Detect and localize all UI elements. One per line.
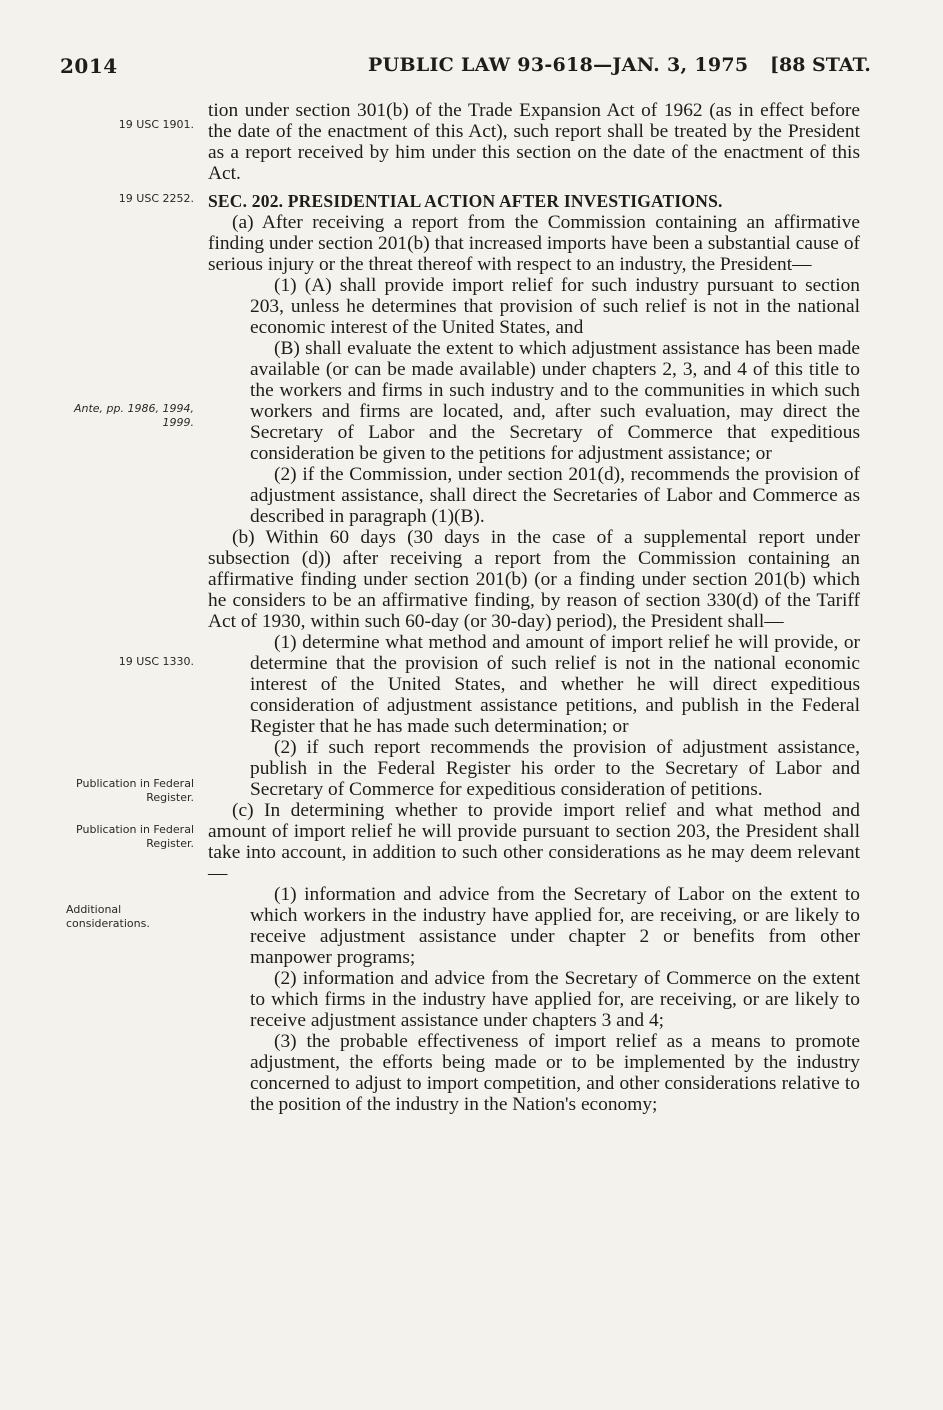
subsection-c-1: (1) information and advice from the Secretary of Labor on the extent to which workers in the industry have applied for, are receiving, or are likely to receive adjustment assistance under chapter 2 or benefits from other manpower programs;	[250, 884, 860, 968]
margin-note-19-usc-2252: 19 USC 2252.	[118, 192, 194, 205]
section-202	[208, 191, 860, 1115]
subsection-b: (b) Within 60 days (30 days in the case of a supplemental report under subsection (d)) after receiving a report from the Commission containing an affirmative finding under section 201(b) (or a finding under section 201(b) which he considers to be an affirmative finding, by reason of section 330(d) of the Tariff Act of 1930, within such 60-day (or 30-day) period), the President shall—	[208, 527, 860, 632]
paragraph-continuation: tion under section 301(b) of the Trade Expansion Act of 1962 (as in effect before the date of the enactment of this Act), such report shall be treated by the President as a report received by him under this section on the date of the enactment of this Act.	[208, 100, 860, 184]
subsection-b-2: (2) if such report recommends the provision of adjustment assistance, publish in the Federal Register his order to the Secretary of Labor and Secretary of Commerce for expeditious consideration of petitions.	[250, 737, 860, 800]
subsection-c-2: (2) information and advice from the Secretary of Commerce on the extent to which firms in the industry have applied for, are receiving, or are likely to receive adjustment assistance under chapters 3 and 4;	[250, 968, 860, 1031]
running-title: PUBLIC LAW 93-618—JAN. 3, 1975	[368, 54, 749, 76]
subsection-a-1-A: (1) (A) shall provide import relief for such industry pursuant to section 203, unless he determines that provision of such relief is not in the national economic interest of the United States, and	[250, 275, 860, 338]
subsection-a: (a) After receiving a report from the Commission containing an affirmative finding under section 201(b) that increased imports have been a substantial cause of serious injury or the threat thereof with respect to an industry, the President—	[208, 212, 860, 275]
subsection-c-3: (3) the probable effectiveness of import relief as a means to promote adjustment, the efforts being made or to be implemented by the industry concerned to adjust to import competition, and other considerations relative to the position of the industry in the Nation's economy;	[250, 1031, 860, 1115]
body-block-continuation	[208, 100, 860, 184]
margin-note-ante-pages: Ante, pp. 1986, 1994, 1999.	[73, 402, 194, 429]
margin-note-19-usc-1901: 19 USC 1901.	[118, 118, 194, 131]
margin-note-publication-federal-register-2: Publication in Federal Register.	[76, 823, 194, 850]
margin-note-19-usc-1330: 19 USC 1330.	[118, 655, 194, 668]
subsection-a-2: (2) if the Commission, under section 201(d), recommends the provision of adjustment assistance, shall direct the Secretaries of Labor and Commerce as described in paragraph (1)(B).	[250, 464, 860, 527]
statute-reference: [88 STAT.	[770, 54, 871, 76]
page-number: 2014	[60, 54, 118, 78]
subsection-a-1-B: (B) shall evaluate the extent to which adjustment assistance has been made available (or can be made available) under chapters 2, 3, and 4 of this title to the workers and firms in such industry and to the communities in which such workers and firms are located, and, after such evaluation, may direct the Secretary of Labor and the Secretary of Commerce that expeditious consideration be given to the petitions for adjustment assistance; or	[250, 338, 860, 464]
page-header	[0, 54, 943, 84]
section-heading: SEC. 202. PRESIDENTIAL ACTION AFTER INVESTIGATIONS.	[208, 191, 723, 211]
margin-note-publication-federal-register: Publication in Federal Register.	[76, 777, 194, 804]
margin-note-additional-considerations: Additional considerations.	[66, 903, 150, 930]
subsection-c: (c) In determining whether to provide import relief and what method and amount of import relief he will provide pursuant to section 203, the President shall take into account, in addition to such other considerations as he may deem relevant—	[208, 800, 860, 884]
subsection-b-1: (1) determine what method and amount of import relief he will provide, or determine that the provision of such relief is not in the national economic interest of the United States, and whether he will direct expeditious consideration of adjustment assistance petitions, and publish in the Federal Register that he has made such determination; or	[250, 632, 860, 737]
